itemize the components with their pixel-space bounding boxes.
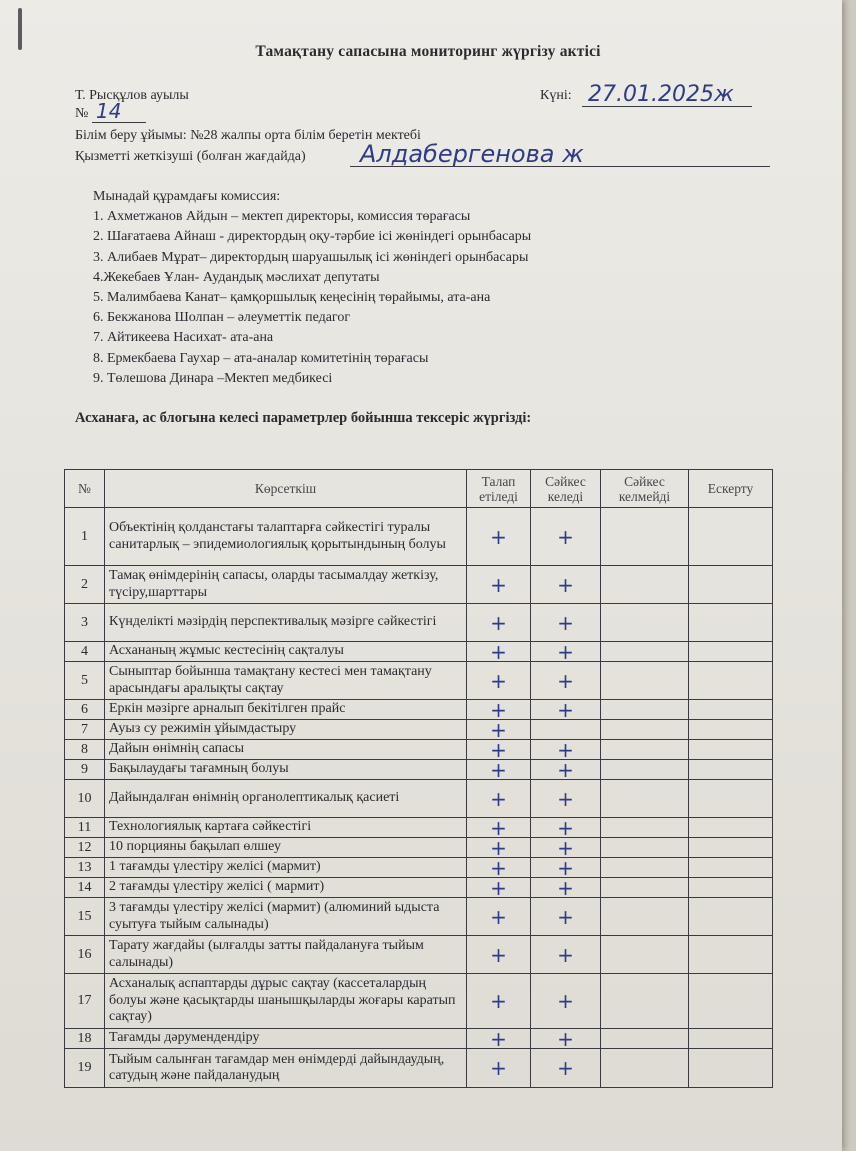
table-row xyxy=(65,508,773,566)
commission-member: 8. Ермекбаева Гаухар – ата-аналар комитетінің төрағасы xyxy=(93,350,429,366)
row-noncompliant xyxy=(601,780,689,818)
table-row xyxy=(65,740,773,760)
row-compliant-mark: + xyxy=(531,1049,601,1088)
table-row xyxy=(65,898,773,936)
table-row xyxy=(65,1049,773,1088)
row-number: 8 xyxy=(65,740,105,760)
commission-intro: Мынадай құрамдағы комиссия: xyxy=(93,189,281,204)
row-note xyxy=(689,700,773,720)
row-indicator: 3 тағамды үлестіру желісі (мармит) (алюминий ыдыста суытуға тыйым салынады) xyxy=(105,898,467,936)
row-required-mark: + xyxy=(467,700,531,720)
row-noncompliant xyxy=(601,858,689,878)
row-compliant-mark: + xyxy=(531,740,601,760)
provider-label: Қызметті жеткізуші (болған жағдайда) xyxy=(75,149,306,164)
row-number: 9 xyxy=(65,760,105,780)
row-noncompliant xyxy=(601,642,689,662)
row-number: 2 xyxy=(65,566,105,604)
date-handwritten: 27.01.2025ж xyxy=(588,82,734,107)
row-note xyxy=(689,566,773,604)
org-label: Білім беру ұйымы: xyxy=(75,128,187,143)
table-row xyxy=(65,760,773,780)
table-row xyxy=(65,858,773,878)
row-note xyxy=(689,740,773,760)
row-indicator: Еркін мәзірге арналып бекітілген прайс xyxy=(105,700,467,720)
row-required-mark: + xyxy=(467,760,531,780)
row-indicator: Асханалық аспаптарды дұрыс сақтау (кассеталардың болуы және қасықтарды шанышқыларды жоғары каратып сақтау) xyxy=(105,974,467,1029)
row-indicator: 2 тағамды үлестіру желісі ( мармит) xyxy=(105,878,467,898)
row-compliant-mark: + xyxy=(531,1029,601,1049)
header-indicator: Көрсеткіш xyxy=(105,470,467,508)
table-body xyxy=(65,508,773,1088)
row-compliant-mark: + xyxy=(531,898,601,936)
table-row xyxy=(65,838,773,858)
commission-member: 2. Шағатаева Айнаш - директордың оқу-тәрбие ісі жөніндегі орынбасары xyxy=(93,229,532,245)
commission-member: 5. Малимбаева Канат– қамқоршылық кеңесінің төрайымы, ата-ана xyxy=(93,290,491,306)
row-required-mark: + xyxy=(467,604,531,642)
row-note xyxy=(689,780,773,818)
provider-handwritten: Алдабергенова ж xyxy=(360,140,584,168)
row-indicator: Тыйым салынған тағамдар мен өнімдерді дайындаудың, сатудың және пайдаланудың xyxy=(105,1049,467,1088)
header-note: Ескерту xyxy=(689,470,773,508)
row-indicator: 10 порцияны бақылап өлшеу xyxy=(105,838,467,858)
number-handwritten: 14 xyxy=(96,99,122,123)
row-note xyxy=(689,508,773,566)
row-compliant-mark: + xyxy=(531,780,601,818)
row-note xyxy=(689,974,773,1029)
number-label: № xyxy=(75,106,89,121)
row-compliant-mark: + xyxy=(531,818,601,838)
row-number: 3 xyxy=(65,604,105,642)
header-compliant: Сәйкес келеді xyxy=(531,470,601,508)
row-note xyxy=(689,936,773,974)
commission-member: 1. Ахметжанов Айдын – мектеп директоры, комиссия төрағасы xyxy=(93,209,471,225)
row-compliant-mark: + xyxy=(531,662,601,700)
row-required-mark: + xyxy=(467,1029,531,1049)
row-compliant-mark xyxy=(531,720,601,740)
row-note xyxy=(689,838,773,858)
row-note xyxy=(689,662,773,700)
row-noncompliant xyxy=(601,974,689,1029)
row-note xyxy=(689,604,773,642)
table-row xyxy=(65,700,773,720)
row-required-mark: + xyxy=(467,508,531,566)
row-number: 4 xyxy=(65,642,105,662)
table-row xyxy=(65,604,773,642)
row-note xyxy=(689,878,773,898)
row-number: 16 xyxy=(65,936,105,974)
row-indicator: Дайын өнімнің сапасы xyxy=(105,740,467,760)
row-number: 18 xyxy=(65,1029,105,1049)
row-noncompliant xyxy=(601,508,689,566)
commission-member: 6. Бекжанова Шолпан – әлеуметтік педагог xyxy=(93,310,351,326)
header-num: № xyxy=(65,470,105,508)
table-row xyxy=(65,780,773,818)
row-compliant-mark: + xyxy=(531,936,601,974)
row-noncompliant xyxy=(601,1049,689,1088)
table-row xyxy=(65,566,773,604)
row-number: 12 xyxy=(65,838,105,858)
row-required-mark: + xyxy=(467,936,531,974)
row-compliant-mark: + xyxy=(531,858,601,878)
table-row xyxy=(65,818,773,838)
row-compliant-mark: + xyxy=(531,642,601,662)
village-name: Т. Рысқұлов ауылы xyxy=(75,88,189,103)
table-row xyxy=(65,974,773,1029)
row-noncompliant xyxy=(601,604,689,642)
row-required-mark: + xyxy=(467,838,531,858)
row-indicator: Ауыз су режимін ұйымдастыру xyxy=(105,720,467,740)
row-number: 5 xyxy=(65,662,105,700)
row-indicator: Дайындалған өнімнің органолептикалық қасиеті xyxy=(105,780,467,818)
row-required-mark: + xyxy=(467,858,531,878)
row-required-mark: + xyxy=(467,898,531,936)
row-required-mark: + xyxy=(467,740,531,760)
row-number: 19 xyxy=(65,1049,105,1088)
row-required-mark: + xyxy=(467,566,531,604)
table-row xyxy=(65,662,773,700)
row-required-mark: + xyxy=(467,642,531,662)
row-indicator: Тарату жағдайы (ылғалды затты пайдалануға тыйым салынады) xyxy=(105,936,467,974)
row-indicator: Тағамды дәрумендендіру xyxy=(105,1029,467,1049)
row-indicator: Бақылаудағы тағамның болуы xyxy=(105,760,467,780)
commission-list xyxy=(93,187,531,389)
header-noncompliant: Сәйкес келмейді xyxy=(601,470,689,508)
row-compliant-mark: + xyxy=(531,974,601,1029)
table-row xyxy=(65,642,773,662)
row-noncompliant xyxy=(601,566,689,604)
row-indicator: Технологиялық картаға сәйкестігі xyxy=(105,818,467,838)
row-number: 17 xyxy=(65,974,105,1029)
row-required-mark: + xyxy=(467,878,531,898)
row-number: 14 xyxy=(65,878,105,898)
row-required-mark: + xyxy=(467,974,531,1029)
row-noncompliant xyxy=(601,700,689,720)
inspection-subheading: Асханаға, ас блогына келесі параметрлер бойынша тексеріс жүргізді: xyxy=(75,410,532,426)
row-noncompliant xyxy=(601,936,689,974)
row-compliant-mark: + xyxy=(531,604,601,642)
row-compliant-mark: + xyxy=(531,838,601,858)
table-row xyxy=(65,936,773,974)
row-required-mark: + xyxy=(467,662,531,700)
row-required-mark: + xyxy=(467,1049,531,1088)
row-required-mark: + xyxy=(467,780,531,818)
row-note xyxy=(689,858,773,878)
row-compliant-mark: + xyxy=(531,566,601,604)
table-row xyxy=(65,1029,773,1049)
row-note xyxy=(689,898,773,936)
row-required-mark: + xyxy=(467,720,531,740)
row-compliant-mark: + xyxy=(531,700,601,720)
row-note xyxy=(689,760,773,780)
org-value: №28 жалпы орта білім беретін мектебі xyxy=(190,128,421,143)
table-row xyxy=(65,878,773,898)
row-noncompliant xyxy=(601,740,689,760)
row-noncompliant xyxy=(601,1029,689,1049)
row-noncompliant xyxy=(601,838,689,858)
row-required-mark: + xyxy=(467,818,531,838)
row-compliant-mark: + xyxy=(531,508,601,566)
row-compliant-mark: + xyxy=(531,878,601,898)
row-note xyxy=(689,642,773,662)
commission-member: 3. Алибаев Мұрат– директордың шаруашылық ісі жөніндегі орынбасары xyxy=(93,249,529,265)
row-indicator: Сыныптар бойынша тамақтану кестесі мен тамақтану арасындағы аралықты сақтау xyxy=(105,662,467,700)
row-number: 15 xyxy=(65,898,105,936)
inspection-table xyxy=(64,469,773,1088)
row-number: 6 xyxy=(65,700,105,720)
row-noncompliant xyxy=(601,878,689,898)
row-number: 10 xyxy=(65,780,105,818)
row-number: 7 xyxy=(65,720,105,740)
row-note xyxy=(689,1049,773,1088)
date-label: Күні: xyxy=(540,88,572,103)
row-indicator: 1 тағамды үлестіру желісі (мармит) xyxy=(105,858,467,878)
header-required: Талап етіледі xyxy=(467,470,531,508)
document-title: Тамақтану сапасына мониторинг жүргізу актісі xyxy=(255,43,601,60)
row-indicator: Тамақ өнімдерінің сапасы, оларды тасымалдау жеткізу, түсіру,шарттары xyxy=(105,566,467,604)
row-noncompliant xyxy=(601,760,689,780)
row-noncompliant xyxy=(601,898,689,936)
row-number: 11 xyxy=(65,818,105,838)
row-indicator: Күнделікті мәзірдің перспективалық мәзірге сәйкестігі xyxy=(105,604,467,642)
row-indicator: Асхананың жұмыс кестесінің сақталуы xyxy=(105,642,467,662)
row-noncompliant xyxy=(601,818,689,838)
row-number: 1 xyxy=(65,508,105,566)
row-note xyxy=(689,720,773,740)
table-header-row xyxy=(65,470,773,508)
row-number: 13 xyxy=(65,858,105,878)
row-compliant-mark: + xyxy=(531,760,601,780)
row-noncompliant xyxy=(601,720,689,740)
commission-member: 9. Төлешова Динара –Мектеп медбикесі xyxy=(93,370,333,386)
table-row xyxy=(65,720,773,740)
row-noncompliant xyxy=(601,662,689,700)
commission-member: 7. Айтикеева Насихат- ата-ана xyxy=(93,330,274,346)
commission-member: 4.Жекебаев Ұлан- Аудандық мәслихат депутаты xyxy=(93,269,380,285)
row-note xyxy=(689,1029,773,1049)
row-note xyxy=(689,818,773,838)
row-indicator: Объектінің қолданстағы талаптарға сәйкестігі туралы санитарлық – эпидемиологиялық қорытындының болуы xyxy=(105,508,467,566)
